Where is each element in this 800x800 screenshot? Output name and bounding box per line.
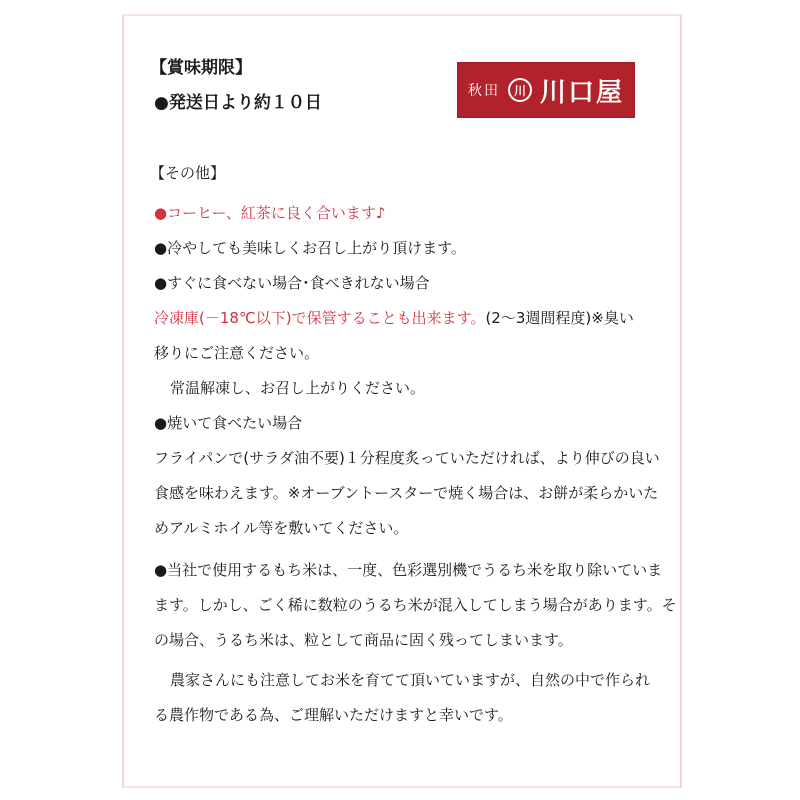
freezer-duration: (2～3週間程度)※臭い [485, 309, 634, 327]
bake-line-3: めアルミホイル等を敷いてください。 [154, 519, 409, 537]
other-heading: 【その他】 [150, 164, 226, 182]
note-thaw: 常温解凍し、お召し上がりください。 [170, 379, 426, 397]
note-coffee: ●コーヒー、紅茶に良く合います♪ [154, 204, 386, 222]
freezer-highlight: 冷凍庫(－18℃以下)で保管することも出来ます。 [154, 309, 486, 327]
note-chilled: ●冷やしても美味しくお召し上がり頂けます。 [154, 239, 466, 257]
logo-brand-name: 川口屋 [539, 77, 624, 108]
note-freezer-cont: 移りにご注意ください。 [154, 344, 320, 362]
rice-line-3: の場合、うるち米は、粒として商品に固く残ってしまいます。 [154, 631, 573, 649]
shelf-life-value: ●発送日より約１０日 [154, 93, 322, 113]
logo-mark-icon: 川 [508, 78, 532, 102]
rice-line-1: ●当社で使用するもち米は、一度、色彩選別機でうるち米を取り除いていま [154, 561, 663, 579]
note-not-eaten: ●すぐに食べない場合･食べきれない場合 [154, 274, 430, 292]
note-freezer [154, 308, 634, 328]
bake-heading: ●焼いて食べたい場合 [154, 414, 303, 432]
farm-line-1: 農家さんにも注意してお米を育てて頂いていますが、自然の中で作られ [170, 671, 651, 689]
farm-line-2: る農作物である為、ご理解いただけますと幸いです。 [154, 706, 513, 724]
logo-region-text: 秋田 [467, 83, 500, 99]
bake-line-1: フライパンで(サラダ油不要)１分程度炙っていただければ、より伸びの良い [154, 449, 660, 467]
rice-line-2: ます。しかし、ごく稀に数粒のうるち米が混入してしまう場合があります。そ [154, 596, 677, 614]
shelf-life-heading: 【賞味期限】 [150, 58, 252, 78]
bake-line-2: 食感を味わえます。※オーブントースターで焼く場合は、お餅が柔らかいた [154, 484, 659, 502]
brand-logo [457, 62, 635, 118]
